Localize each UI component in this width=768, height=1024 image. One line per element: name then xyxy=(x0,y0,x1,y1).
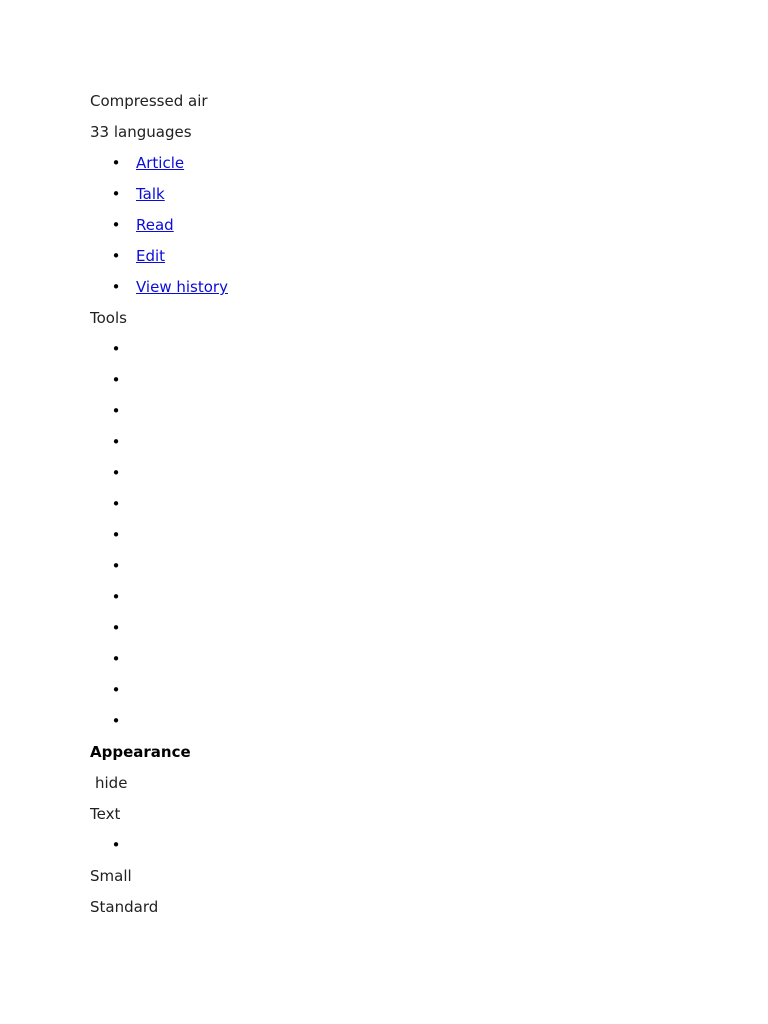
appearance-hide-button[interactable]: hide xyxy=(95,774,128,792)
tab-read xyxy=(90,215,730,246)
tools-list-item[interactable] xyxy=(90,711,730,742)
tools-menu-label[interactable]: Tools xyxy=(90,309,127,327)
tab-talk-link[interactable]: Talk xyxy=(136,185,165,203)
tools-list-item[interactable] xyxy=(90,680,730,711)
bullet-icon: • xyxy=(111,154,121,172)
tab-article-link[interactable]: Article xyxy=(136,154,185,172)
bullet-icon: • xyxy=(111,402,121,420)
bullet-icon: • xyxy=(111,712,121,730)
bullet-icon: • xyxy=(111,278,121,296)
bullet-icon: • xyxy=(111,340,121,358)
tab-edit-link[interactable]: Edit xyxy=(136,247,166,265)
bullet-icon: • xyxy=(111,619,121,637)
bullet-icon: • xyxy=(111,681,121,699)
bullet-icon: • xyxy=(111,216,121,234)
tools-list-item[interactable] xyxy=(90,618,730,649)
languages-button[interactable]: 33 languages xyxy=(90,123,192,141)
bullet-icon: • xyxy=(111,464,121,482)
tools-list-item[interactable] xyxy=(90,401,730,432)
appearance-heading: Appearance xyxy=(90,743,191,761)
nav-tabs-list xyxy=(90,153,730,308)
bullet-icon: • xyxy=(111,836,121,854)
bullet-icon: • xyxy=(111,185,121,203)
bullet-icon: • xyxy=(111,557,121,575)
text-size-option[interactable] xyxy=(90,835,730,866)
page-title: Compressed air xyxy=(90,92,208,110)
tools-list-item[interactable] xyxy=(90,587,730,618)
tab-edit xyxy=(90,246,730,277)
tools-list-item[interactable] xyxy=(90,556,730,587)
bullet-icon: • xyxy=(111,247,121,265)
tools-list xyxy=(90,339,730,742)
tools-list-item[interactable] xyxy=(90,432,730,463)
tools-list-item[interactable] xyxy=(90,525,730,556)
bullet-icon: • xyxy=(111,371,121,389)
page-content xyxy=(90,91,730,928)
tools-list-item[interactable] xyxy=(90,649,730,680)
bullet-icon: • xyxy=(111,588,121,606)
text-size-small-option[interactable]: Small xyxy=(90,867,132,885)
tools-list-item[interactable] xyxy=(90,494,730,525)
text-size-options xyxy=(90,835,730,866)
bullet-icon: • xyxy=(111,433,121,451)
bullet-icon: • xyxy=(111,650,121,668)
text-size-standard-option[interactable]: Standard xyxy=(90,898,159,916)
tab-view-history xyxy=(90,277,730,308)
text-size-label: Text xyxy=(90,805,121,823)
tab-talk xyxy=(90,184,730,215)
tab-article xyxy=(90,153,730,184)
tools-list-item[interactable] xyxy=(90,370,730,401)
tab-read-link[interactable]: Read xyxy=(136,216,174,234)
tools-list-item[interactable] xyxy=(90,463,730,494)
tab-view-history-link[interactable]: View history xyxy=(136,278,228,296)
bullet-icon: • xyxy=(111,526,121,544)
bullet-icon: • xyxy=(111,495,121,513)
tools-list-item[interactable] xyxy=(90,339,730,370)
